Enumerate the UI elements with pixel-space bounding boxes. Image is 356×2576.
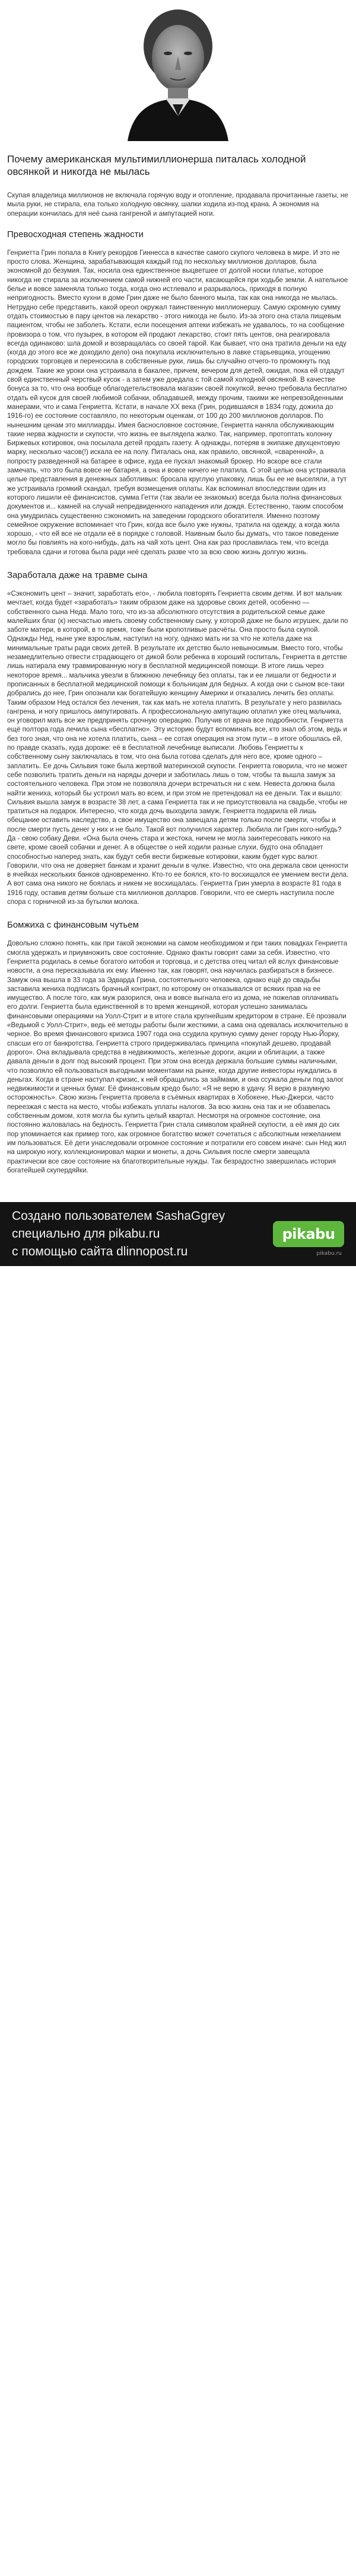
section-heading: Бомжиха с финансовым чутьем xyxy=(7,920,139,931)
footer-credit-author: Создано пользователем SashaGgrey xyxy=(12,1209,225,1223)
pikabu-logo-subtext: pikabu.ru xyxy=(316,1251,342,1257)
portrait-photo xyxy=(0,0,356,141)
portrait-image xyxy=(122,0,234,141)
footer-credit-text xyxy=(12,1207,225,1261)
pikabu-logo-text: pikabu xyxy=(282,1226,335,1243)
footer-credit-tool-link[interactable]: с помощью сайта dlinnopost.ru xyxy=(12,1245,188,1259)
article-page xyxy=(0,0,356,1266)
footer-credit-site: специально для pikabu.ru xyxy=(12,1227,160,1241)
article-body xyxy=(0,141,356,1194)
article-intro: Скупая владелица миллионов не включала горячую воду и отопление, продавала прочитанные газеты, не мыла руки, не стирала, ела только холодную овсянку, шапки ходила из-под крана. А экономия на операции кончилась для неё сына гангреной и ампутацией ноги. xyxy=(7,191,348,218)
section-heading: Заработала даже на травме сына xyxy=(7,570,148,580)
footer-credit-bar xyxy=(0,1202,356,1266)
section-son-injury xyxy=(7,570,349,906)
section-text: Довольно сложно понять, как при такой экономии на самом необходимом и при таких повадках Генриетта смогла удержать и приумножить свое состояние. Однако факты говорят сами за себя. Известно, что Генриетта родилась в семье богатого китобоя и торговца, и с детства отец читал ей вслух финансовые новости, а она пересказывала их ему. Именно так, как говорят, она научилась разбираться в бизнесе. Замуж она вышла в 33 года за Эдварда Грина, состоятельного человека, однако ещё до свадьбы заставила жениха подписать брачный контракт, по которому он отказывался от всяких прав на ее имущество. А после того, как муж разорился, она и вовсе выгнала его из дома, не пожелав оплачивать его долги. Генриетта была единственной в то время женщиной, которая успешно занималась финансовыми операциями на Уолл-Стрит и в итоге стала крупнейшим кредитором в стране. Её прозвали «Ведьмой с Уолл-Стрит», ведь её методы работы были жесткими, а сама она одевалась исключительно в черное. Во время финансового кризиса 1907 года она ссудила крупную сумму денег городу Нью-Йорку, спасши его от банкротства. Генриетта строго придерживалась принципа «покупай дешево, продавай дорого». Она вкладывала средства в недвижимость, железные дороги, акции и облигации, а также давала деньги в долг под высокий процент. При этом она всегда держала большие суммы наличными, что позволяло ей пользоваться выгодными моментами на рынке, когда другие инвесторы нуждались в деньгах. Когда в стране наступал кризис, к ней обращались за займами, и она ссужала деньги под залог недвижимости и ценных бумаг. Её финансовым кредо было: «Я не верю в удачу. Я верю в разумную осторожность». Свою жизнь Генриетта провела в съёмных квартирах в Хобокене, Нью-Джерси, часто переезжая с места на место, чтобы избежать уплаты налогов. За всю жизнь она так и не обзавелась собственным домом, хотя могла бы купить целый квартал. Несмотря на огромное состояние, она постоянно жаловалась на бедность. Генриетта Грин стала символом крайней скупости, а её имя до сих пор упоминается как пример того, как огромное богатство может сочетаться с абсолютным нежеланием им пользоваться. Её дети унаследовали огромное состояние и потратили его совсем иначе: сын Нед жил на широкую ногу, коллекционировал марки и монеты, а дочь Сильвия после смерти завещала практически все свое состояние на благотворительные нужды. Так безрадостно завершилась история богатейшей скупердяйки. xyxy=(7,939,348,1174)
article-title: Почему американская мультимиллионерша питалась холодной овсянкой и никогда не мылась xyxy=(7,154,306,177)
section-text: Генриетта Грин попала в Книгу рекордов Гиннесса в качестве самого скупого человека в мире. И это не просто слова. Женщина, зарабатывающая каждый год по нескольку миллионов долларов, была экономной до безумия. Так, носила она единственное выцветшее от долгой носки платье, которое никогда не стирала за исключением самой нижней его части, касающейся при ходьбе земли. А нательное белье и вовсе заменяла только тогда, когда оно истлевало и разрывалось, приходя в полную непригодность. Вместо кухни в доме Грин даже не было банного мыла, так как она никогда не мылась. Нетрудно себе представить, какой ореол окружал таинственную миллионершу. Самую скромную сумму отдать стоимостью в пару центов на лекарство - этого никогда не было. Из-за этого она стала пищевым пациентом, чтобы не заболеть. Кстати, если посещения аптеки избежать не удавалось, то на сообщение провизора о том, что пузырек, в котором ей продают лекарство, стоит пять центов, она реагировала всегда одинаково: шла домой и возвращалась со своей тарой. Как бывает, что она тратила деньги на еду (когда до этого все же доходило дело) она покупала исключительно в лавке старьевщика, угощению городских торговцев и переносила в собственные руки, лишь бы случайно отчего-то промокнуть под дождем. Такие же уроки она устраивала в бакалее, причем, вечером для детей, ожидая, пока ей отдадут свой единственный черствый кусок - а затем уже доедала с той самой холодной овсянкой. В качестве бонуса за то, что она вообще облагодетельствовала магазин своей покупкой, вечно требовала бесплатно отдать ей кусок для своей любимой собачки, обладавшей, между прочим, такими же непревзойденными манерами, что и сама Генриетта. Кстати, в начале XX века (Грин, родившаяся в 1834 году, дожила до 1916-го) ее состояние составляло, по некоторым оценкам, от 100 до 200 миллионов долларов. По нынешним ценам это миллиарды. Имея баснословное состояние, Генриетта наняла обслуживающим такие нерва жадности и скупости, что жизнь ее выглядела жалко. Так, например, протоптать колонну Биржевых котировок, она посылала детей продать газету. А однажды, потеряв в экипаже двухцентовую марку, несколько часов(!) искала ее на полу. Питалась она, как правило, овсянкой, «сваренной», а попросту разведенной на батарее в офисе, куда ее пускал знакомый брокер. Но вскоре все стали замечать, что это была вовсе не батарея, а она и вовсе ничего не платила. С этой целью она устраивала целые представления в денежных заботливых: бросала круглую упаковку, лишь бы ее не выселяли, а тут же устраивала громкий скандал, требуя возмещения оплаты. Как вспоминал впоследствии один из которого лишили её финансистов, сумма Гетти (так звали ее знакомых) всегда была полна финансовых документов и... камней на случай непредвиденного нападения или дождя. Естественно, таким способом она умудрилась существенно сэкономить на заведении городского обогатителя. Именно поэтому семейное окружение вспоминает что Грин, когда все было уже нужны, тратила на одежду, а когда жила хорошо, - что ей все не отдали её в порядке с головой. Наивным было бы думать, что такое поведение могло бы повлиять на кого-нибудь, дать на чай хоть цент. Она как раз прославилась тем, что всегда требовала сдачи и готова была ради неё сделать разве что за всю свою жизнь долгую жизнь. xyxy=(7,248,348,556)
pikabu-logo[interactable] xyxy=(273,1221,344,1257)
section-financial-instinct xyxy=(7,919,349,1175)
section-greed xyxy=(7,229,349,557)
section-text: «Сэкономить цент – значит, заработать его», - любила повторять Генриетта своим детям. И вот мальчик мечтает, когда будет «заработать» таким образом даже на здоровье своих детей, особенно — собственного сына Неда. Мало того, что из-за абсолютного отсутствия в родительской семье даже малейших благ (к) несчастью иметь своему собственному сыну, у которой даже не было игрушек, дали по заботе матери, в которой, в то время, тоже были кропотливые расчёты. Она просто была скупой. Однажды Нед, ныне уже взрослым, наступил на ногу, однако мать ни за что не хотела даже на минимальные траты ради своих детей. В результате их детство было невыносимым. Вместо того, чтобы незамедлительно отвести страдающего от дикой боли ребенка в хороший госпиталь, Генриетта в детстве лишь натирала ему травмированную ногу в бесплатной медицинской помощи. В итоге лишь через некоторое время... мальчика увезли в ближнюю лечебницу без оплаты, так и ее лишали от бедности и прописанных в бесплатной медицинской помощи к больницам для бедных. А когда они с сыном все-таки добрались до нее, Грин опознали как богатейшую женщину Америки и отказались лечить без оплаты. Таким образом Нед остался без лечения, так как мать не хотела платить. В результате у него развилась гангрена, и ногу пришлось ампутировать. А профессиональную ампутацию оплатил уже отец мальчика, он уговорил мать все же предпринять срочную операцию. Получив от врача все подробности, Генриетта ещё полтора года лечила сына «бесплатно». Эту историю будут вспоминать все, кто знал об этом, ведь и без того зная, что она не хотела платить, сына – ее сотая операция на этом пути – в итоге обошлась ей, по правде сказать, куда дороже: её в бесплатной лечебнице выписали. Любовь Генриетты к собственному сыну заключалась в том, что она была готова сделать для него все, кроме одного – заплатить. Ее дочь Сильвия тоже была жертвой материнской скупости. Генриетта говорила, что не может себе позволить тратить деньги на наряды дочери и заботилась лишь о том, чтобы та вышла замуж за состоятельного человека. При этом не позволяла дочери встречаться ни с кем. Невеста должна была найти жениха, который бы устроил мать во всем, и при этом не претендовал на ее деньги. Так и вышло: Сильвия вышла замуж в возрасте 38 лет, а сама Генриетта так и не присутствовала на свадьбе, чтобы не тратиться на подарок. Интересно, что когда дочь выходила замуж, Генриетта подарила ей лишь обещание оставить наследство, а свое имущество она завещала детям только после смерти, чтобы и после смерти пусть денег у них и не было. Такой вот получился характер. Любила ли Грин кого-нибудь? Да - свою собаку Деви. «Она была очень стара и жестока, ничем не могла заинтересовать никого на свете, кроме своей собачки и денег. А в обществе о ней ходили разные слухи, будто она обладает способностью наперед знать, как будут себя вести биржевые котировки, каким будет курс валют. Говорили, что она не доверяет банкам и хранит деньги в чулке. Известно, что она держала свои ценности в ячейках нескольких банков одновременно. Кто-то ее боялся, кто-то восхищался ее умением вести дела. А вот сама она никого не боялась и никем не восхищалась. Генриетта Грин умерла в возрасте 81 года в 1916 году, оставив детям больше ста миллионов долларов. Говорили, что ее смерть наступила после спора с горничной из-за бутылки молока. xyxy=(7,589,349,906)
section-heading: Превосходная степень жадности xyxy=(7,229,144,239)
